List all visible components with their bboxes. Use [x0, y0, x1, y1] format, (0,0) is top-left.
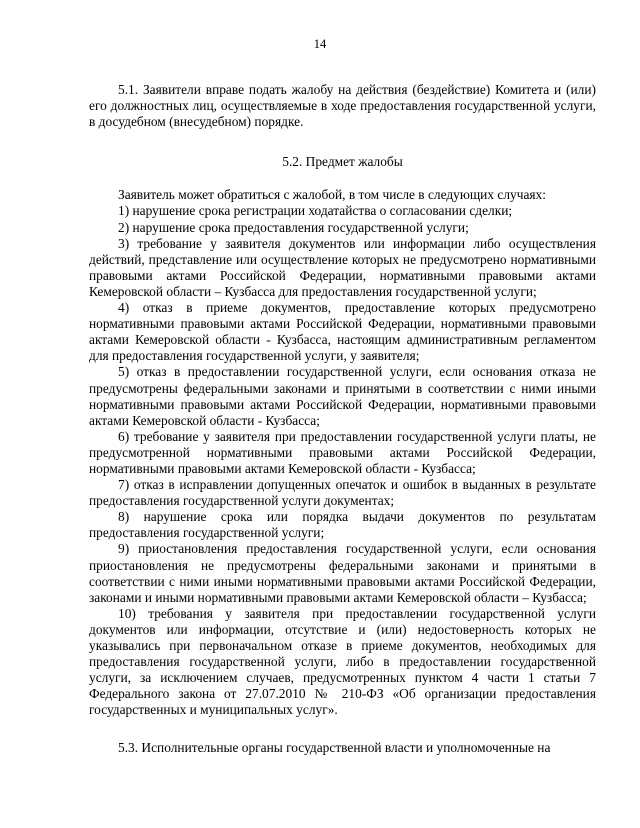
list-item-2: 2) нарушение срока предоставления государственной услуги; — [118, 219, 469, 235]
list-item-9: 9) приостановления предоставления государственной услуги, если основания приостановления не предусмотрены федеральными законами и принятыми в соответствии с ними иными нормативными правовыми актами Российской Федерации, законами и иными нормативными правовыми актами Кемеровской области – Кузбасса; — [89, 541, 596, 605]
list-item-7: 7) отказ в исправлении допущенных опечаток и ошибок в выданных в результате предоставления государственной услуги документах; — [89, 477, 596, 509]
list-item-4: 4) отказ в приеме документов, предоставление которых предусмотрено нормативными правовыми актами Российской Федерации, нормативными правовыми актами Кемеровской области - Кузбасса, настоящим административным регламентом для предоставления государственной услуги, у заявителя; — [89, 300, 596, 364]
spacer — [89, 170, 596, 187]
paragraph-5-3: 5.3. Исполнительные органы государственной власти и уполномоченные на — [118, 740, 551, 756]
list-item-3: 3) требование у заявителя документов или информации либо осуществления действий, представление или осуществление которых не предусмотрено нормативными правовыми актами Российской Федерации, нормативными правовыми актами Кемеровской области – Кузбасса для предоставления государственной услуги; — [89, 235, 596, 299]
paragraph-intro: Заявитель может обратиться с жалобой, в том числе в следующих случаях: — [118, 187, 546, 203]
spacer — [89, 130, 596, 154]
list-item-5: 5) отказ в предоставлении государственной услуги, если основания отказа не предусмотрены федеральными законами и принятыми в соответствии с ними иными нормативными правовыми актами Российской Федерации, нормативными правовыми актами Кемеровской области - Кузбасса; — [89, 364, 596, 428]
spacer — [89, 718, 596, 740]
page-body — [89, 82, 596, 757]
list-item-10: 10) требования у заявителя при предоставлении государственной услуги документов или информации, отсутствие и (или) недостоверность которых не указывались при первоначальном отказе в приеме документов, необходимых для предоставления государственной услуги, либо в предоставлении государственной услуги, за исключением случаев, предусмотренных пунктом 4 части 1 статьи 7 Федерального закона от 27.07.2010 № 210-ФЗ «Об организации предоставления государственных и муниципальных услуг». — [89, 605, 596, 718]
list-item-1: 1) нарушение срока регистрации ходатайства о согласовании сделки; — [118, 203, 513, 219]
list-item-6: 6) требование у заявителя при предоставлении государственной услуги платы, не предусмотренной нормативными правовыми актами Российской Федерации, нормативными правовыми актами Кемеровской области - Кузбасса; — [89, 428, 596, 476]
section-heading-5-2: 5.2. Предмет жалобы — [282, 154, 403, 170]
page-number: 14 — [313, 37, 327, 51]
paragraph-5-1: 5.1. Заявители вправе подать жалобу на действия (бездействие) Комитета и (или) его должностных лиц, осуществляемые в ходе предоставления государственной услуги, в досудебном (внесудебном) порядке. — [89, 82, 596, 130]
list-item-8: 8) нарушение срока или порядка выдачи документов по результатам предоставления государственной услуги; — [89, 509, 596, 541]
